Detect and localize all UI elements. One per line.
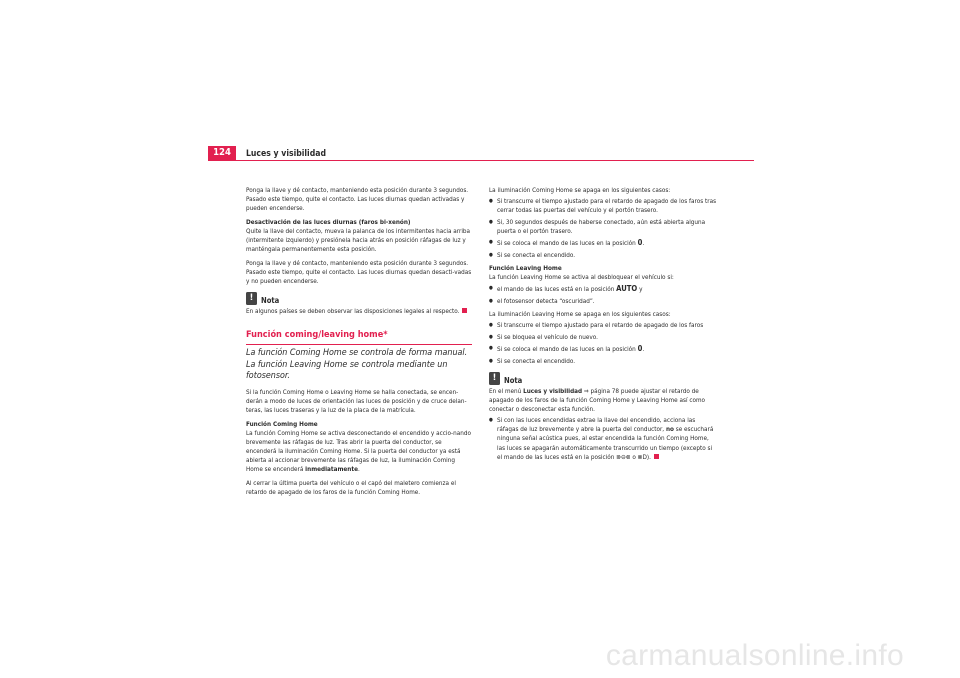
section <box>246 329 472 383</box>
note-title: Nota <box>261 296 280 306</box>
bullet-list <box>489 416 717 461</box>
note-text: En algunos países se deben observar las disposiciones legales al respecto. <box>246 307 472 316</box>
note-icon: ! <box>489 372 500 385</box>
list-item: ● Si se conecta el encendido. <box>489 357 717 366</box>
note-header <box>489 372 717 385</box>
list-item: ● Si se bloquea el vehículo de nuevo. <box>489 333 717 342</box>
paragraph: La función Leaving Home se activa al desbloquear el vehículo si: <box>489 274 674 282</box>
list-item: ● Si, 30 segundos después de haberse conectado, aún está abierta alguna puerta o el portón trasero. <box>489 218 717 236</box>
left-column <box>246 186 472 502</box>
paragraph: La iluminación Coming Home se apaga en los siguientes casos: <box>489 187 671 194</box>
note-text: En el menú Luces y visibilidad ⇒ página 78 puede ajustar el retardo de apagado de los faros de la función Coming Home y Leaving Home así como conectar o desconectar esta función. <box>489 388 706 414</box>
list-item: ● Si transcurre el tiempo ajustado para el retardo de apagado de los faros <box>489 321 717 330</box>
paragraph: Ponga la llave y dé contacto, manteniendo esta posición durante 3 segundos. Pasado este tiempo, quite el contacto. Las luces diurnas quedan activadas y pueden encenderse. <box>246 187 469 213</box>
end-mark-icon <box>462 308 467 313</box>
paragraph: Quite la llave del contacto, mueva la palanca de los intermitentes hacia arriba (intermitente izquierdo) y presiónela hacia atrás en posición ráfagas de luz y manténgala permanentemente esta posición. <box>246 227 471 254</box>
section-subtitle: La función Coming Home se controla de forma manual. La función Leaving Home se controla mediante un fotosensor. <box>246 348 468 382</box>
list-item: ● Si con las luces encendidas extrae la llave del encendido, acciona las ráfagas de luz brevemente y abre la puerta del conductor, no se escuchará ninguna señal acústica pues, al estar encendida la función Coming Home, las luces se apagarán automáticamente transcurrido un tiempo (excepto si el mando de las luces está en la posición ⋑⊖⋐ o ≣D). <box>489 416 717 461</box>
right-column <box>489 186 717 466</box>
paragraph: Ponga la llave y dé contacto, manteniendo esta posición durante 3 segundos. Pasado este tiempo, quite el contacto. Las luces diurnas quedan desacti-vadas y no pueden encenderse. <box>246 259 472 286</box>
list-item: ● Si se coloca el mando de las luces en la posición 0. <box>489 344 717 354</box>
bullet-list <box>489 197 717 260</box>
bullet-list <box>489 284 717 306</box>
paragraph: La iluminación Leaving Home se apaga en los siguientes casos: <box>489 311 671 319</box>
list-item: ● el fotosensor detecta “oscuridad”. <box>489 297 717 306</box>
parking-light-icon: ⋑⊖⋐ <box>616 453 631 461</box>
end-mark-icon <box>654 454 659 459</box>
subheading: Desactivación de las luces diurnas (faros bi-xenón) <box>246 218 411 226</box>
section-title: Función coming/leaving home* <box>246 329 472 345</box>
dipped-beam-icon: ≣D <box>637 453 647 461</box>
light-switch-auto-symbol: AUTO <box>616 284 638 294</box>
list-item: ● Si se coloca el mando de las luces en la posición 0. <box>489 238 717 248</box>
paragraph: Si la función Coming Home o Leaving Home se halla conectada, se encen-derán a modo de luces de orientación las luces de posición y de cruce delan-teras, las luces traseras y la luz de la placa de la matrícula. <box>246 388 467 414</box>
paragraph: La función Coming Home se activa desconectando el encendido y accio-nando brevemente las ráfagas de luz. Tras abrir la puerta del conductor, se encenderá la iluminación Coming Home. Si la puerta del conductor ya está abierta al accionar brevemente las ráfagas de luz, la iluminación Coming Home se encenderá inmediatamente. <box>246 429 471 474</box>
light-switch-zero-symbol: 0 <box>637 344 643 354</box>
page-number: 124 <box>208 146 236 160</box>
chapter-title: Luces y visibilidad <box>246 149 326 159</box>
note-title: Nota <box>504 376 523 385</box>
light-switch-zero-symbol: 0 <box>637 238 643 248</box>
list-item: ● Si transcurre el tiempo ajustado para el retardo de apagado de los faros tras cerrar todas las puertas del vehículo y el portón trasero. <box>489 197 717 215</box>
subheading: Función Leaving Home <box>489 265 562 273</box>
note-header <box>246 292 472 305</box>
paragraph: Al cerrar la última puerta del vehículo o el capó del maletero comienza el retardo de apagado de los faros de la función Coming Home. <box>246 479 456 496</box>
bullet-list <box>489 321 717 366</box>
note-icon: ! <box>246 292 257 305</box>
header-rule <box>208 160 754 161</box>
list-item: ● Si se conecta el encendido. <box>489 251 717 260</box>
list-item: ● el mando de las luces está en la posición AUTO y <box>489 284 717 294</box>
subheading: Función Coming Home <box>246 420 318 428</box>
